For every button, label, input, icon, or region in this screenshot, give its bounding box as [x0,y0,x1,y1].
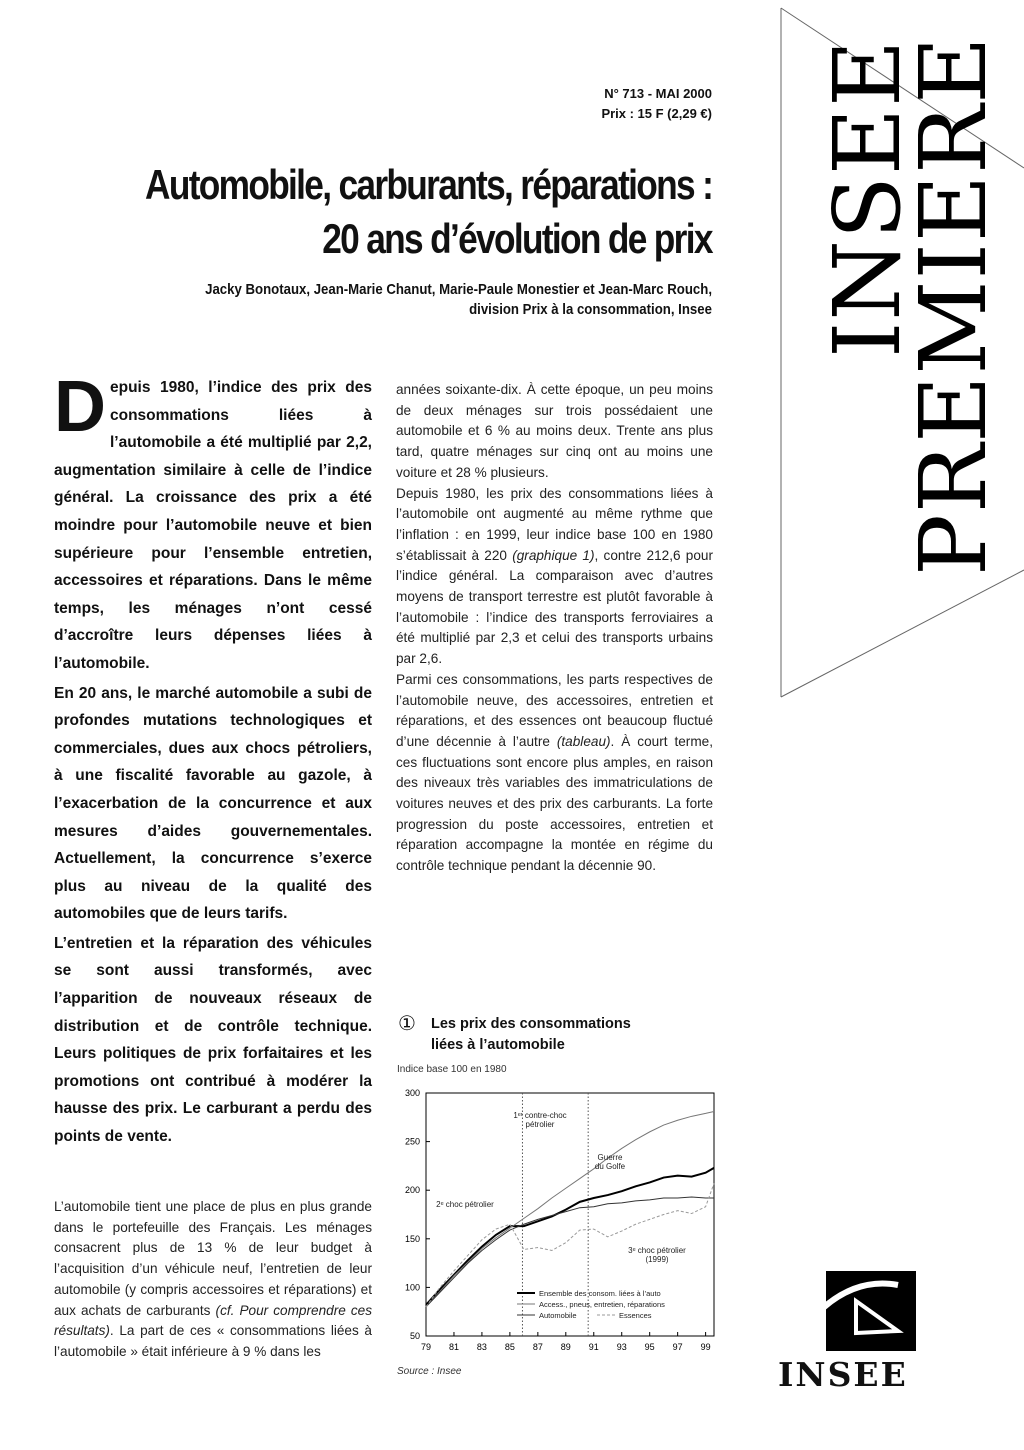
x-tick-label: 87 [532,1342,543,1352]
body-left-ref: (cf. Pour comprendre ces résultats) [54,1302,372,1339]
x-tick-label: 95 [644,1342,655,1352]
x-tick-label: 97 [672,1342,683,1352]
chart-annotation: 2ᵉ choc pétrolier [436,1200,494,1209]
body-right-p2-text-end: , contre 212,6 pour l’indice général. La comparaison avec d’autres moyens de transport terrestre est plutôt favorable à l’automobile : l’indice des transports ferroviaires a été multiplié par 2,3 et celui des transports urbains par 2,6. [396,547,713,667]
body-left-text: L’automobile tient une place de plus en plus grande dans le portefeuille des Français. Les ménages consacrent plus de 13 % de leur budget à l’acquisition d’un véhicule neuf, l’entretien de leur automobile (y compris accessoires et réparations) et aux achats de carburants [54,1199,372,1318]
body-right-paragraph-1: années soixante-dix. À cette époque, un peu moins de deux ménages sur trois possédaient une automobile et 6 % au moins deux. Trente ans plus tard, quatre ménages sur cinq ont au moins une voiture et 28 % plusieurs. [396,382,713,480]
body-right-column [396,380,713,877]
chart-annotation-sub: pétrolier [525,1120,555,1129]
y-tick-label: 50 [409,1331,420,1341]
body-right-p2-ref: (graphique 1) [512,547,595,563]
chart-annotation: 1ᵉʳ contre-choc [513,1111,567,1120]
chart-title [431,1014,631,1056]
insee-logo-text: INSEE [778,1355,908,1394]
chart-source: Source : Insee [397,1366,462,1377]
body-left-text-end: . La part de ces « consommations liées à l’automobile » était inférieure à 9 % dans les [54,1323,372,1359]
page-title-line2: 20 ans d’évolution de prix [322,215,712,262]
body-right-p3-text-end: . À court terme, ces fluctuations sont encore plus amples, en raison des niveaux très variables des immatriculations de voitures neuves et des prix des carburants. La forte progression du poste accessoires, entretien et réparation accompagne la montée en régime du contrôle technique pendant la décennie 90. [396,733,713,874]
x-tick-label: 83 [476,1342,487,1352]
lead-summary [54,367,372,1151]
legend-label: Essences [619,1311,652,1320]
x-tick-label: 81 [448,1342,459,1352]
chart-title-line1: Les prix des consommations [431,1016,631,1032]
body-left-paragraph [54,1197,372,1363]
legend-label: Ensemble des consom. liées à l’auto [539,1289,661,1298]
body-right-p3-ref: (tableau) [556,733,611,749]
chart-annotation: Guerre [597,1153,623,1162]
body-right-p3-text: Parmi ces consommations, les parts respectives de l’automobile neuve, des accessoires, entretien et réparations, et des essences ont beaucoup fluctué d’une décennie à l’autre [396,671,713,749]
authors-line1: Jacky Bonotaux, Jean-Marie Chanut, Marie-Paule Monestier et Jean-Marc Rouch, [205,281,712,298]
x-tick-label: 89 [560,1342,571,1352]
chart-number-icon: ① [398,1011,416,1035]
y-tick-label: 300 [404,1088,420,1098]
lead-paragraph-3: L’entretien et la réparation des véhicules se sont aussi transformés, avec l’apparition de nouveaux réseaux de distribution et de contrôle technique. Leurs politiques de prix forfaitaires et les promotions ont contribué à modérer la hausse des prix. Le carburant a perdu des points de vente. [54,934,372,1146]
legend-label: Automobile [539,1311,577,1320]
brand-word-premiere: PREMIERE [900,35,1007,576]
y-tick-label: 250 [404,1136,420,1147]
x-tick-label: 91 [588,1342,599,1352]
dropcap: D [54,367,106,447]
legend-label: Access., pneus, entretien, réparations [539,1300,665,1309]
body-right-paragraph-2 [396,484,713,670]
band-diagonal-bottom [781,570,1024,697]
authors-line2: division Prix à la consommation, Insee [469,301,712,318]
x-tick-label: 79 [420,1342,432,1352]
y-tick-label: 150 [404,1233,420,1244]
chart-unit-label: Indice base 100 en 1980 [397,1064,507,1075]
lead-paragraph-1-text: epuis 1980, l’indice des prix des consommations liées à l’automobile a été multiplié par 2,2, augmentation similaire à celle de l’indice général. La croissance des prix a été moindre pour l’automobile neuve et bien supérieure pour l’ensemble entretien, accessoires et réparations. Dans le même temps, les ménages n’ont cessé d’accroître leurs dépenses liées à l’automobile. [54,379,372,672]
body-right-paragraph-3 [396,670,713,877]
issue-number: N° 713 - MAI 2000 [604,86,712,101]
chart-annotation-sub: (1999) [645,1255,669,1264]
y-tick-label: 200 [404,1185,420,1196]
brand-word-insee: INSEE [814,38,921,358]
issue-price: Prix : 15 F (2,29 €) [601,106,712,121]
series-line-1 [426,1111,714,1306]
lead-paragraph-2: En 20 ans, le marché automobile a subi de profondes mutations technologiques et commerciales, dues aux chocs pétroliers, à une fiscalité favorable au gazole, à l’exacerbation de la concurrence et aux mesures d’aides gouvernementales. Actuellement, la concurrence s’exerce plus au niveau de la qualité des automobiles que de leurs tarifs. [54,684,372,923]
x-tick-label: 93 [616,1342,627,1352]
x-tick-label: 85 [504,1342,515,1352]
series-line-0 [426,1168,714,1305]
chart-title-line2: liées à l’automobile [431,1037,565,1053]
page-title-line1: Automobile, carburants, réparations : [144,161,712,208]
insee-logo-mark [826,1271,916,1351]
chart-annotation-sub: du Golfe [594,1162,626,1171]
price-index-chart [392,1060,722,1360]
chart-annotation: 3ᵉ choc pétrolier [628,1246,686,1255]
y-tick-label: 100 [404,1282,420,1293]
body-right-p2-text: Depuis 1980, les prix des consommations liées à l’automobile ont augmenté au même rythme que l’inflation : en 1999, leur indice base 100 en 1980 s’établissait à 220 [396,485,713,563]
lead-paragraph-1 [54,367,372,678]
x-tick-label: 99 [700,1342,711,1352]
